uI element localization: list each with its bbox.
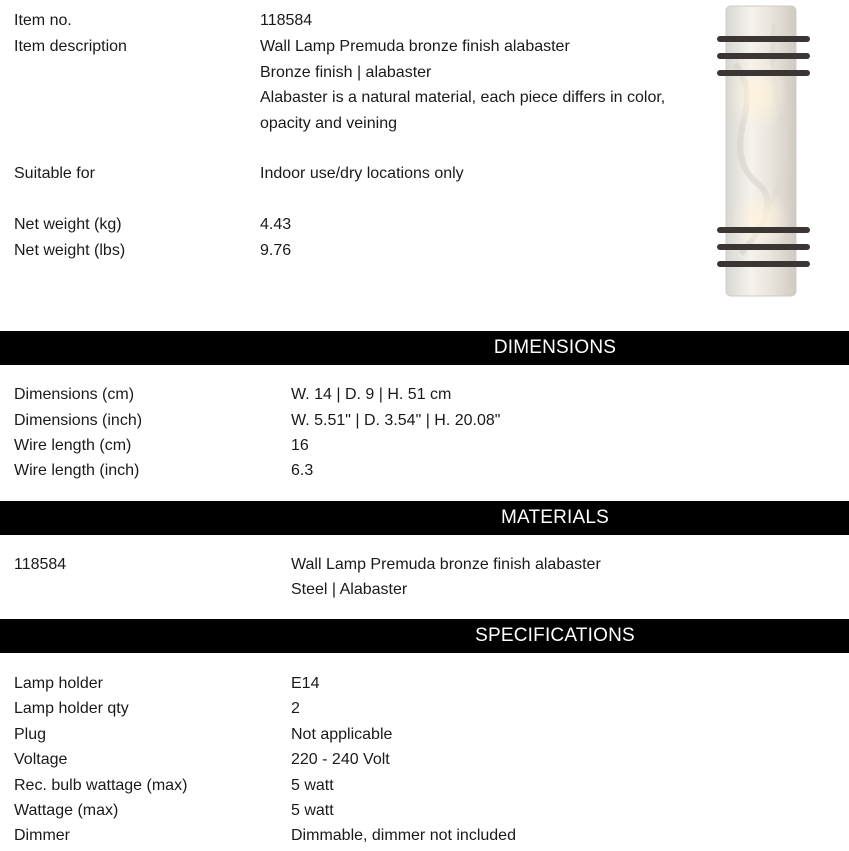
dimmer-label: Dimmer [14,827,70,844]
plug-value: Not applicable [291,726,393,743]
rec-bulb-wattage-label: Rec. bulb wattage (max) [14,777,188,794]
lamp-holder-value: E14 [291,675,320,692]
dimensions-header-title: DIMENSIONS [493,337,617,358]
materials-header [0,501,849,535]
item-description-line: Wall Lamp Premuda bronze finish alabaster [260,38,570,55]
dimensions-inch-label: Dimensions (inch) [14,412,143,429]
materials-header-title: MATERIALS [500,507,610,528]
dimensions-cm-label: Dimensions (cm) [14,386,135,403]
wire-length-cm-label: Wire length (cm) [14,437,132,454]
net-weight-kg-value: 4.43 [260,216,292,233]
item-description-line: Bronze finish | alabaster [260,64,432,81]
materials-line: Steel | Alabaster [291,581,408,598]
item-description-line: Alabaster is a natural material, each piece differs in color, [260,89,666,106]
wattage-max-label: Wattage (max) [14,802,119,819]
product-image [713,4,813,299]
net-weight-lbs-label: Net weight (lbs) [14,242,126,259]
suitable-for-label: Suitable for [14,165,95,182]
lamp-holder-label: Lamp holder [14,675,103,692]
dimensions-cm-value: W. 14 | D. 9 | H. 51 cm [291,386,452,403]
wire-length-inch-label: Wire length (inch) [14,462,140,479]
item-no-label: Item no. [14,12,72,29]
dimensions-inch-value: W. 5.51" | D. 3.54" | H. 20.08" [291,412,501,429]
wire-length-cm-value: 16 [291,437,309,454]
lamp-holder-qty-value: 2 [291,700,300,717]
voltage-value: 220 - 240 Volt [291,751,390,768]
materials-code: 118584 [14,556,67,573]
materials-line: Wall Lamp Premuda bronze finish alabaster [291,556,601,573]
suitable-for-value: Indoor use/dry locations only [260,165,464,182]
wattage-max-value: 5 watt [291,802,334,819]
specifications-header-title: SPECIFICATIONS [475,625,635,646]
dimmer-value: Dimmable, dimmer not included [291,827,516,844]
dimensions-header [0,331,849,365]
item-no-value: 118584 [260,12,313,29]
rec-bulb-wattage-value: 5 watt [291,777,334,794]
voltage-label: Voltage [14,751,68,768]
item-description-label: Item description [14,38,127,55]
net-weight-kg-label: Net weight (kg) [14,216,122,233]
lamp-holder-qty-label: Lamp holder qty [14,700,129,717]
specifications-header [0,619,849,653]
wire-length-inch-value: 6.3 [291,462,314,479]
item-description-line: opacity and veining [260,115,397,132]
net-weight-lbs-value: 9.76 [260,242,292,259]
plug-label: Plug [14,726,47,743]
